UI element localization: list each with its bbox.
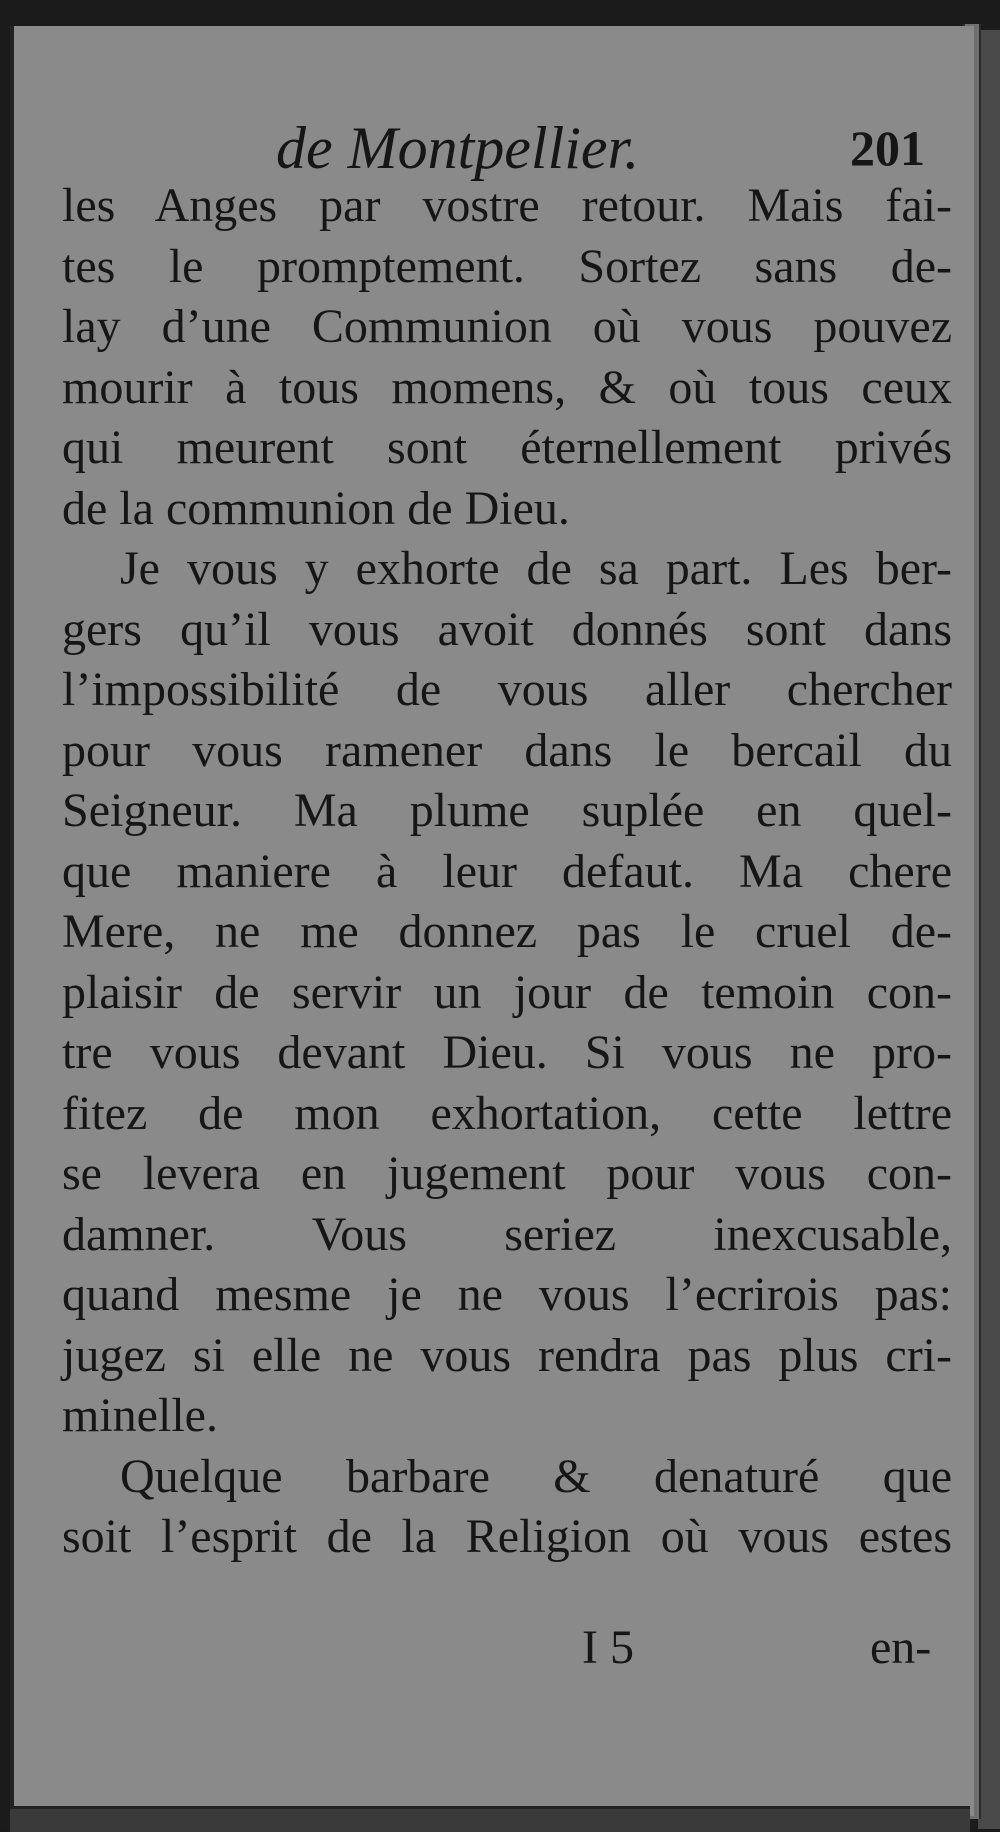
text-line: Seigneur. Ma plume suplée en quel- — [62, 784, 952, 837]
text-line: mourir à tous momens, & où tous ceux — [62, 360, 952, 414]
text-line: damner. Vous seriez inexcusable, — [62, 1207, 952, 1261]
text-line: lay d’une Communion où vous pouvez — [62, 300, 952, 353]
text-line: soit l’esprit de la Religion où vous estes — [62, 1510, 952, 1563]
text-line: de la communion de Dieu. — [62, 481, 570, 535]
text-line: minelle. — [62, 1389, 218, 1442]
text-line: pour vous ramener dans le bercail du — [62, 723, 952, 777]
paragraph-start-line: Quelque barbare & denaturé que — [120, 1449, 952, 1503]
paragraph-start-line: Je vous y exhorte de sa part. Les ber- — [120, 542, 952, 595]
running-head-title: de Montpellier. — [276, 115, 640, 181]
text-line: quand mesme je ne vous l’ecrirois pas: — [62, 1268, 952, 1321]
text-line: fitez de mon exhortation, cette lettre — [62, 1086, 952, 1140]
text-line: jugez si elle ne vous rendra pas plus cri- — [62, 1328, 952, 1382]
page-footer — [62, 1618, 952, 1678]
catchword: en- — [870, 1621, 932, 1674]
text-line: tre vous devant Dieu. Si vous ne pro- — [62, 1026, 952, 1079]
book-bottom-edge — [10, 1806, 970, 1832]
signature-mark: I 5 — [582, 1621, 634, 1674]
body-text — [62, 176, 952, 1568]
book-edge-far — [978, 30, 1000, 1829]
text-line: plaisir de servir un jour de temoin con- — [62, 965, 952, 1019]
text-line: les Anges par vostre retour. Mais fai- — [62, 179, 952, 232]
book-page — [10, 26, 974, 1816]
text-line: Mere, ne me donnez pas le cruel de- — [62, 905, 952, 958]
text-line: que maniere à leur defaut. Ma chere — [62, 844, 952, 898]
text-line: gers qu’il vous avoit donnés sont dans — [62, 602, 952, 656]
text-line: l’impossibilité de vous aller chercher — [62, 663, 952, 716]
text-line: se levera en jugement pour vous con- — [62, 1147, 952, 1200]
page-number: 201 — [850, 120, 925, 176]
text-line: tes le promptement. Sortez sans de- — [62, 239, 952, 293]
text-line: qui meurent sont éternellement privés — [62, 421, 952, 474]
